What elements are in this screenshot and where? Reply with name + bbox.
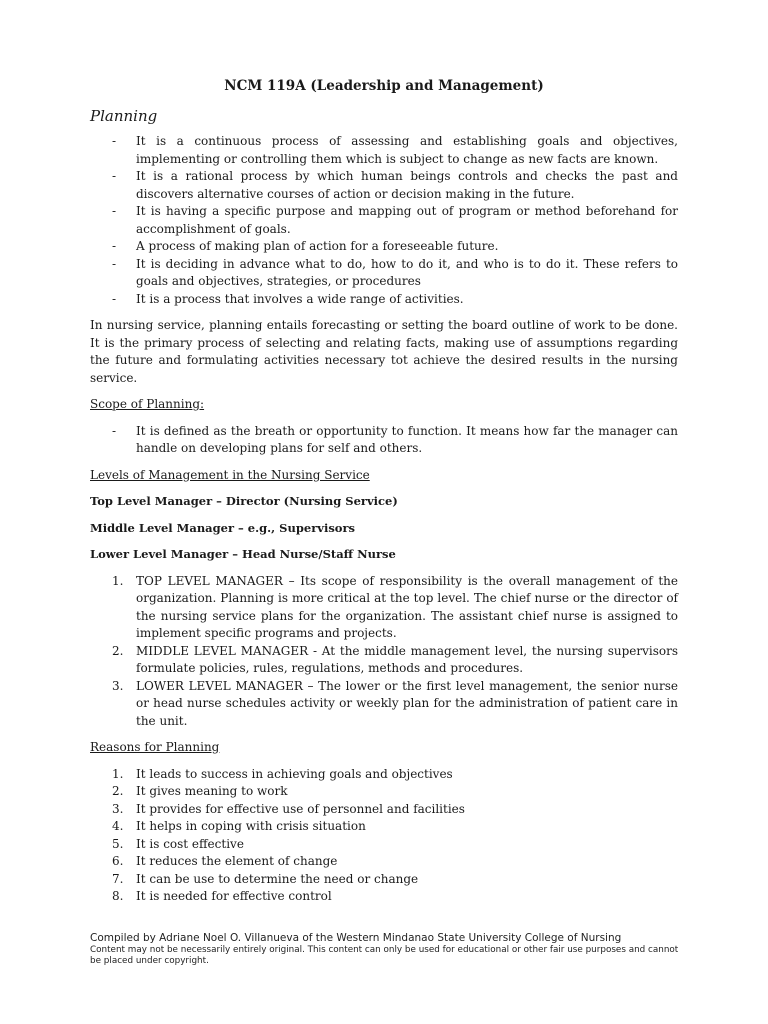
list-item: - It is a process that involves a wide range of activities. (90, 291, 678, 309)
level-line-top: Top Level Manager – Director (Nursing Service) (90, 494, 398, 508)
list-item: - It is a rational process by which human beings controls and checks the past and discovers alternative courses of action or decision making in the future. (112, 169, 678, 201)
list-item: 6. It reduces the element of change (90, 853, 678, 871)
level-line-middle: Middle Level Manager – e.g., Supervisors (90, 520, 355, 535)
dash-marker: - (112, 169, 117, 183)
level-line-lower: Lower Level Manager – Head Nurse/Staff Nurse (90, 547, 396, 561)
list-number: 3. (112, 801, 124, 816)
scope-list (90, 423, 678, 458)
dash-marker: - (112, 239, 117, 253)
list-number: 6. (112, 854, 124, 868)
list-number: 7. (112, 871, 124, 886)
list-number: 5. (112, 836, 124, 851)
page-footer (90, 932, 680, 967)
list-number: 4. (112, 819, 124, 833)
planning-definitions-list (90, 133, 678, 308)
dash-marker: - (112, 423, 117, 438)
list-item: - It is defined as the breath or opportunity to function. It means how far the manager can handle on developing plans for self and others. (112, 423, 678, 455)
list-item: 3. It provides for effective use of personnel and facilities (90, 801, 678, 819)
list-number: 1. (112, 573, 124, 588)
dash-marker: - (112, 291, 117, 306)
list-item: 2. It gives meaning to work (90, 783, 678, 801)
dash-marker: - (112, 256, 117, 271)
list-number: 2. (112, 643, 124, 658)
list-item: 7. It can be use to determine the need or change (90, 871, 678, 889)
section-heading-planning: Planning (90, 106, 158, 125)
list-item: 3. LOWER LEVEL MANAGER – The lower or the first level management, the senior nurse or head nurse schedules activity or weekly plan for the administration of patient care in the unit. (112, 678, 678, 728)
list-number: 3. (112, 678, 124, 693)
dash-marker: - (112, 204, 117, 218)
list-item: - It is deciding in advance what to do, how to do it, and who is to do it. These refers to goals and objectives, strategies, or procedures (112, 256, 678, 288)
reasons-list (90, 766, 678, 906)
list-number: 2. (112, 784, 124, 798)
footer-compiled-by: Compiled by Adriane Noel O. Villanueva of the Western Mindanao State University College of Nursing (90, 932, 622, 944)
list-item: 4. It helps in coping with crisis situation (90, 818, 678, 836)
dash-marker: - (112, 134, 117, 148)
list-item: - It is having a specific purpose and mapping out of program or method beforehand for accomplishment of goals. (112, 204, 678, 236)
list-item: 5. It is cost effective (90, 836, 678, 854)
nursing-service-paragraph: In nursing service, planning entails forecasting or setting the board outline of work to be done. It is the primary process of selecting and relating facts, making use of assumptions regarding the future and formulating activities necessary tot achieve the desired results in the nursing service. (90, 318, 678, 385)
list-item: - A process of making plan of action for a foreseeable future. (90, 238, 678, 256)
document-body (90, 78, 678, 906)
list-number: 1. (112, 766, 124, 781)
levels-heading: Levels of Management in the Nursing Service (90, 467, 370, 482)
scope-heading: Scope of Planning: (90, 397, 205, 411)
document-title: NCM 119A (Leadership and Management) (224, 78, 544, 94)
list-item: 1. It leads to success in achieving goals and objectives (90, 766, 678, 784)
list-item: 2. MIDDLE LEVEL MANAGER - At the middle management level, the nursing supervisors formulate policies, rules, regulations, methods and procedures. (112, 643, 678, 675)
reasons-heading: Reasons for Planning (90, 740, 220, 754)
list-item: 1. TOP LEVEL MANAGER – Its scope of responsibility is the overall management of the organization. Planning is more critical at the top level. The chief nurse or the director of the nursing service plans for the organization. The assistant chief nurse is assigned to implement specific programs and projects. (112, 573, 678, 640)
list-item: - It is a continuous process of assessing and establishing goals and objectives, implementing or controlling them which is subject to change as new facts are known. (112, 134, 678, 166)
footer-copyright-note: Content may not be necessarily entirely original. This content can only be used for educational or other fair use purposes and cannot be placed under copyright. (90, 945, 679, 966)
list-item: 8. It is needed for effective control (90, 888, 678, 906)
level-details-list (90, 573, 678, 731)
list-number: 8. (112, 889, 124, 903)
